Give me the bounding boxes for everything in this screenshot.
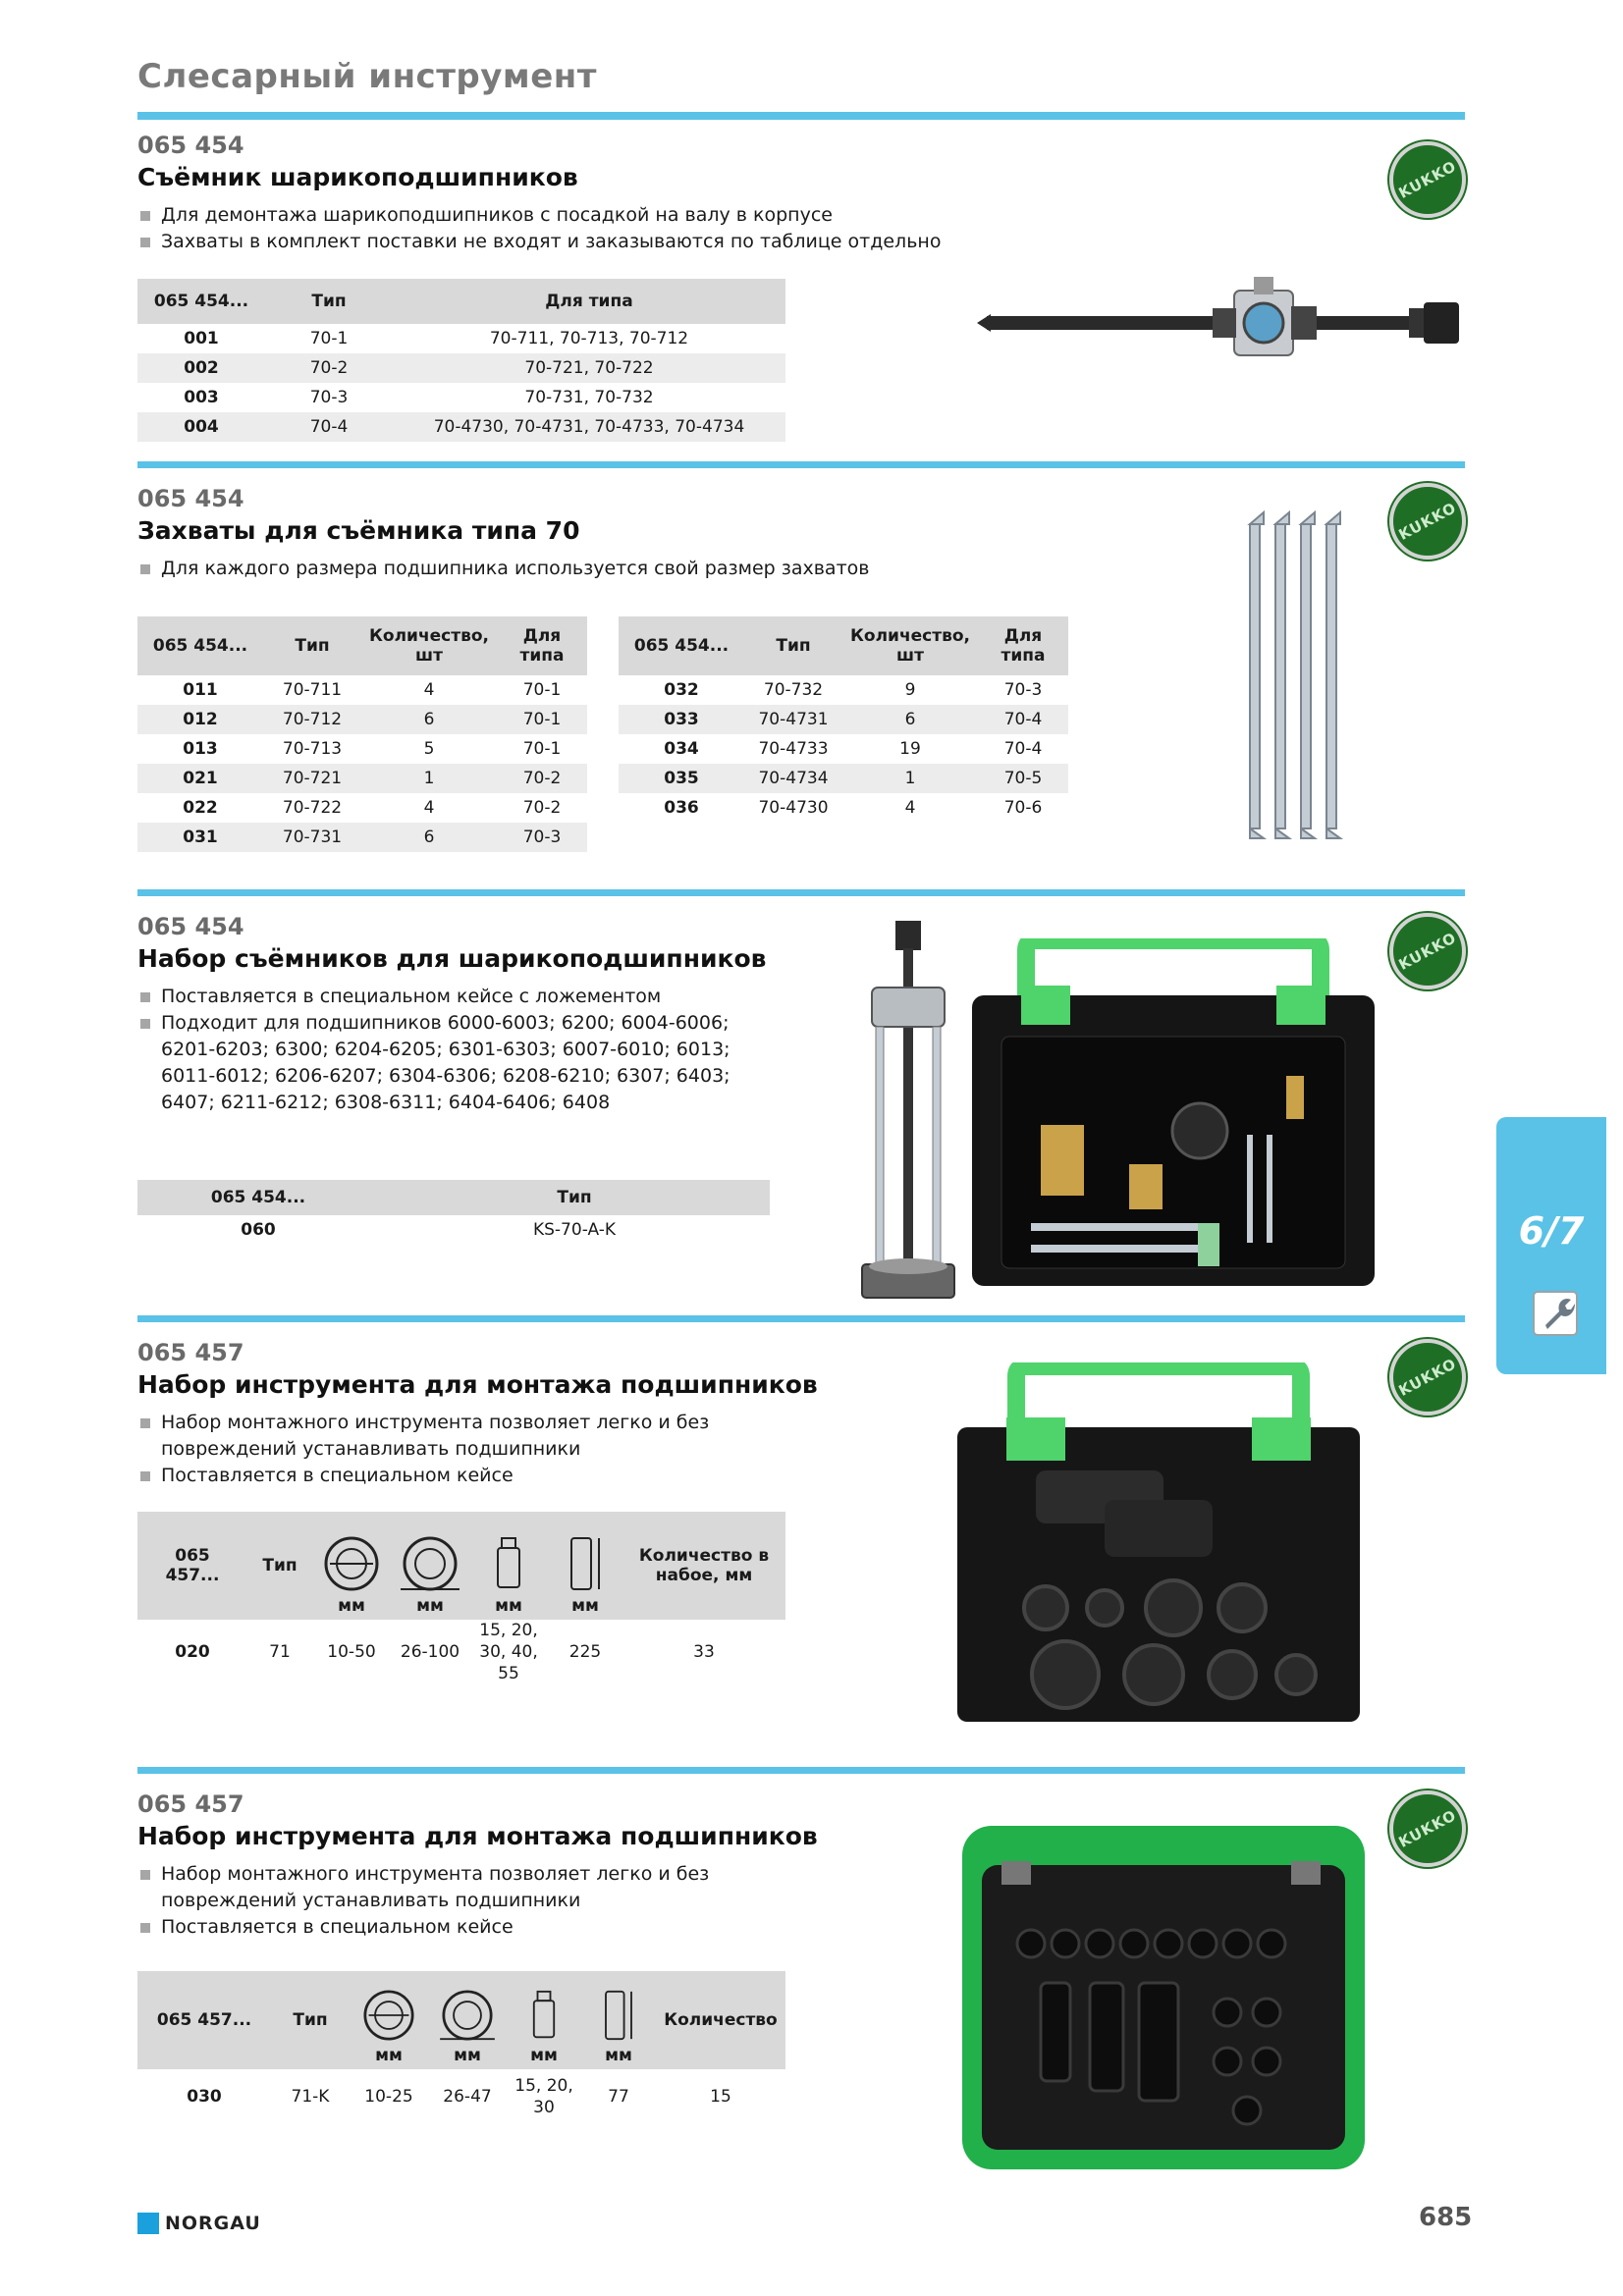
table-cell: 060 — [241, 1220, 276, 1240]
table-cell: 032 — [664, 680, 699, 700]
table-cell: 70-732 — [763, 680, 824, 700]
tube-length-icon — [566, 1536, 605, 1591]
bearing-inner-diameter-icon — [359, 1990, 418, 2041]
bearing-inner-diameter-icon — [320, 1536, 383, 1591]
column-header: Количество, шт — [361, 616, 497, 675]
table-row — [137, 734, 587, 764]
puller-set-case-image — [972, 938, 1375, 1288]
section-puller-set — [137, 889, 1465, 1321]
table-cell: 70-4731 — [744, 705, 842, 734]
section-divider — [137, 889, 1465, 896]
table-row — [619, 705, 1068, 734]
bullet-item: Поставляется в специальном кейсе — [137, 1463, 727, 1489]
section-mounting-set-030 — [137, 1767, 1465, 2189]
column-header: Тип — [379, 1180, 770, 1215]
column-header-tube-length: мм — [581, 1971, 656, 2069]
table-cell: 4 — [423, 798, 435, 818]
column-header: 065 454... — [137, 1180, 379, 1215]
bullet-item: Набор монтажного инструмента позволяет легко и без повреждений устанавливать подшипники — [137, 1410, 727, 1463]
table-cell: 9 — [904, 680, 916, 700]
spec-table — [137, 1512, 785, 1684]
table-row — [619, 764, 1068, 793]
table-cell: 6 — [842, 705, 978, 734]
kukko-logo: KUKKO — [1389, 913, 1466, 989]
table-row — [619, 793, 1068, 823]
table-cell: 002 — [137, 353, 265, 383]
table-cell: 034 — [664, 739, 699, 759]
jaws-image — [1242, 510, 1360, 844]
table-cell: 004 — [137, 412, 265, 442]
product-title: Набор инструмента для монтажа подшипников — [137, 1370, 818, 1399]
table-row — [137, 705, 587, 734]
table-cell: 70-4734 — [744, 764, 842, 793]
table-row — [137, 793, 587, 823]
table-cell: 70-712 — [263, 705, 361, 734]
wrench-icon — [1532, 1290, 1579, 1337]
section-divider — [137, 1315, 1465, 1322]
article-number: 065 454 — [137, 485, 244, 512]
table-cell: 1 — [361, 764, 497, 793]
article-number: 065 454 — [137, 132, 244, 159]
table-cell: 70-3 — [1003, 680, 1043, 700]
table-cell: 020 — [175, 1642, 210, 1662]
page-title: Слесарный инструмент — [137, 57, 597, 96]
table-cell: 70-713 — [282, 739, 343, 759]
bearing-outer-diameter-icon — [399, 1536, 461, 1591]
section-ball-bearing-puller — [137, 132, 1465, 452]
table-cell: 70-1 — [522, 739, 562, 759]
table-cell: 70-4 — [265, 412, 393, 442]
table-cell: 70-2 — [497, 764, 587, 793]
table-cell: 15, 20, 30 — [514, 2076, 573, 2117]
table-row — [137, 412, 785, 442]
bullet-list — [137, 202, 941, 255]
table-cell: 70-1 — [309, 329, 349, 348]
mounting-set-case-image — [957, 1362, 1360, 1726]
bullet-list — [137, 1861, 727, 1941]
table-cell: 4 — [423, 680, 435, 700]
table-cell: 70-4733 — [758, 739, 829, 759]
table-cell: 003 — [184, 388, 219, 407]
spec-table — [137, 279, 785, 442]
table-cell: 021 — [137, 764, 263, 793]
column-header: Тип — [265, 279, 393, 324]
section-divider — [137, 461, 1465, 468]
page-number: 685 — [1419, 2203, 1473, 2232]
table-cell: 012 — [137, 705, 263, 734]
column-header-sleeve: мм — [507, 1971, 581, 2069]
table-cell: 036 — [664, 798, 699, 818]
table-cell: 77 — [608, 2087, 629, 2107]
column-header: Количество в набое, мм — [622, 1512, 785, 1620]
column-header: Тип — [271, 1971, 350, 2069]
section-puller-jaws — [137, 461, 1465, 883]
table-cell: 6 — [361, 705, 497, 734]
table-cell: 19 — [899, 739, 921, 759]
top-divider — [137, 112, 1465, 120]
table-cell: 70-722 — [282, 798, 343, 818]
table-row — [137, 353, 785, 383]
column-header: Тип — [263, 616, 361, 675]
puller-tool-image — [854, 921, 962, 1304]
bullet-item: Захваты в комплект поставки не входят и заказываются по таблице отдельно — [137, 229, 941, 255]
spec-table — [137, 1971, 785, 2124]
table-cell: 001 — [184, 329, 219, 348]
table-row — [137, 383, 785, 412]
spec-table-right — [619, 616, 1068, 823]
table-cell: 6 — [361, 823, 497, 852]
product-title: Съёмник шарикоподшипников — [137, 163, 578, 191]
table-cell: 33 — [693, 1642, 715, 1662]
sleeve-icon — [494, 1536, 523, 1591]
column-header: Для типа — [497, 616, 587, 675]
table-cell: 70-3 — [497, 823, 587, 852]
table-cell: 71-K — [291, 2087, 330, 2107]
table-row — [619, 734, 1068, 764]
chapter-number: 6/7 — [1518, 1209, 1585, 1253]
table-cell: 70-721, 70-722 — [393, 353, 785, 383]
column-header: Тип — [247, 1512, 312, 1620]
table-cell: 15, 20, 30, 40, 55 — [479, 1621, 538, 1683]
column-header-sleeve: мм — [469, 1512, 548, 1620]
bullet-list — [137, 984, 746, 1116]
tube-length-icon — [599, 1990, 638, 2041]
bullet-item: Поставляется в специальном кейсе — [137, 1914, 727, 1941]
table-cell: 030 — [187, 2087, 222, 2107]
bullet-list — [137, 556, 869, 582]
puller-image — [977, 269, 1546, 377]
table-cell: 70-2 — [265, 353, 393, 383]
column-header-bearing-inner: мм — [350, 1971, 428, 2069]
table-cell: 031 — [137, 823, 263, 852]
table-cell: 70-2 — [522, 798, 562, 818]
table-row — [137, 764, 587, 793]
table-cell: 033 — [619, 705, 744, 734]
product-title: Набор съёмников для шарикоподшипников — [137, 944, 767, 973]
table-cell: 70-731, 70-732 — [524, 388, 654, 407]
bullet-item: Поставляется в специальном кейсе с ложементом — [137, 984, 746, 1010]
section-divider — [137, 1767, 1465, 1774]
table-cell: 10-25 — [364, 2087, 413, 2107]
table-cell: 70-4 — [978, 705, 1068, 734]
table-row — [619, 675, 1068, 705]
table-cell: 26-100 — [400, 1642, 460, 1662]
table-cell: 022 — [183, 798, 218, 818]
footer-brand — [137, 2213, 261, 2234]
table-row — [137, 1215, 770, 1245]
table-cell: 15 — [710, 2087, 731, 2107]
column-header: Тип — [744, 616, 842, 675]
table-cell: 70-4730 — [758, 798, 829, 818]
column-header-bearing-inner: мм — [312, 1512, 391, 1620]
table-cell: 70-731 — [263, 823, 361, 852]
table-cell: 013 — [183, 739, 218, 759]
column-header: 065 454... — [619, 616, 744, 675]
table-cell: 70-711 — [282, 680, 343, 700]
table-cell: 4 — [904, 798, 916, 818]
table-cell: 225 — [568, 1642, 602, 1662]
product-title: Захваты для съёмника типа 70 — [137, 516, 580, 545]
table-cell: 70-4730, 70-4731, 70-4733, 70-4734 — [393, 412, 785, 442]
column-header-tube-length: мм — [548, 1512, 622, 1620]
section-mounting-set-020 — [137, 1315, 1465, 1747]
article-number: 065 454 — [137, 913, 244, 940]
kukko-logo: KUKKO — [1389, 483, 1466, 560]
kukko-logo: KUKKO — [1389, 1790, 1466, 1867]
column-header: Для типа — [393, 279, 785, 324]
table-row — [137, 2069, 785, 2124]
table-cell: 035 — [619, 764, 744, 793]
bullet-item: Подходит для подшипников 6000-6003; 6200; 6004-6006; 6201-6203; 6300; 6204-6205; 6301-6303; 6007-6010; 6013; 6011-6012; 6206-6207; 6304-6306; 6208-6210; 6307; 6403; 6407; 6211-6212; 6308-6311; 6404-6406; 6408 — [137, 1010, 746, 1116]
spec-table — [137, 1180, 770, 1245]
kukko-logo: KUKKO — [1389, 1339, 1466, 1415]
brand-name: NORGAU — [165, 2213, 261, 2234]
table-cell: 5 — [423, 739, 435, 759]
bullet-item: Набор монтажного инструмента позволяет легко и без повреждений устанавливать подшипники — [137, 1861, 727, 1914]
bullet-item: Для демонтажа шарикоподшипников с посадкой на валу в корпусе — [137, 202, 941, 229]
table-cell: 70-6 — [1003, 798, 1043, 818]
table-row — [137, 675, 587, 705]
table-cell: 70-3 — [309, 388, 349, 407]
table-row — [137, 324, 785, 353]
table-cell: 70-1 — [497, 705, 587, 734]
table-cell: 70-5 — [978, 764, 1068, 793]
table-cell: 71 — [269, 1642, 291, 1662]
bullet-list — [137, 1410, 727, 1489]
brand-square-icon — [137, 2213, 159, 2234]
column-header-bearing-outer: мм — [428, 1971, 507, 2069]
column-header: 065 454... — [137, 616, 263, 675]
product-title: Набор инструмента для монтажа подшипников — [137, 1822, 818, 1850]
column-header: Количество, шт — [842, 616, 978, 675]
article-number: 065 457 — [137, 1790, 244, 1818]
column-header: 065 454... — [137, 279, 265, 324]
table-cell: 70-1 — [522, 680, 562, 700]
bullet-item: Для каждого размера подшипника используется свой размер захватов — [137, 556, 869, 582]
table-cell: 26-47 — [443, 2087, 492, 2107]
table-cell: 70-4 — [1003, 739, 1043, 759]
kukko-logo: KUKKO — [1389, 141, 1466, 218]
table-cell: 70-721 — [263, 764, 361, 793]
bearing-outer-diameter-icon — [438, 1990, 497, 2041]
chapter-tab[interactable] — [1496, 1117, 1606, 1374]
compact-mounting-case-image — [962, 1826, 1365, 2169]
table-cell: 011 — [183, 680, 218, 700]
table-cell: 1 — [842, 764, 978, 793]
column-header: Количество — [656, 1971, 785, 2069]
column-header-bearing-outer: мм — [391, 1512, 469, 1620]
column-header: 065 457... — [137, 1971, 271, 2069]
column-header: Для типа — [978, 616, 1068, 675]
column-header: 065 457... — [137, 1512, 247, 1620]
table-cell: 70-711, 70-713, 70-712 — [489, 329, 689, 348]
table-row — [137, 823, 587, 852]
article-number: 065 457 — [137, 1339, 244, 1366]
spec-table-left — [137, 616, 587, 852]
table-cell: KS-70-A-K — [532, 1220, 616, 1240]
sleeve-icon — [529, 1990, 559, 2041]
table-cell: 10-50 — [327, 1642, 376, 1662]
table-row — [137, 1620, 785, 1684]
